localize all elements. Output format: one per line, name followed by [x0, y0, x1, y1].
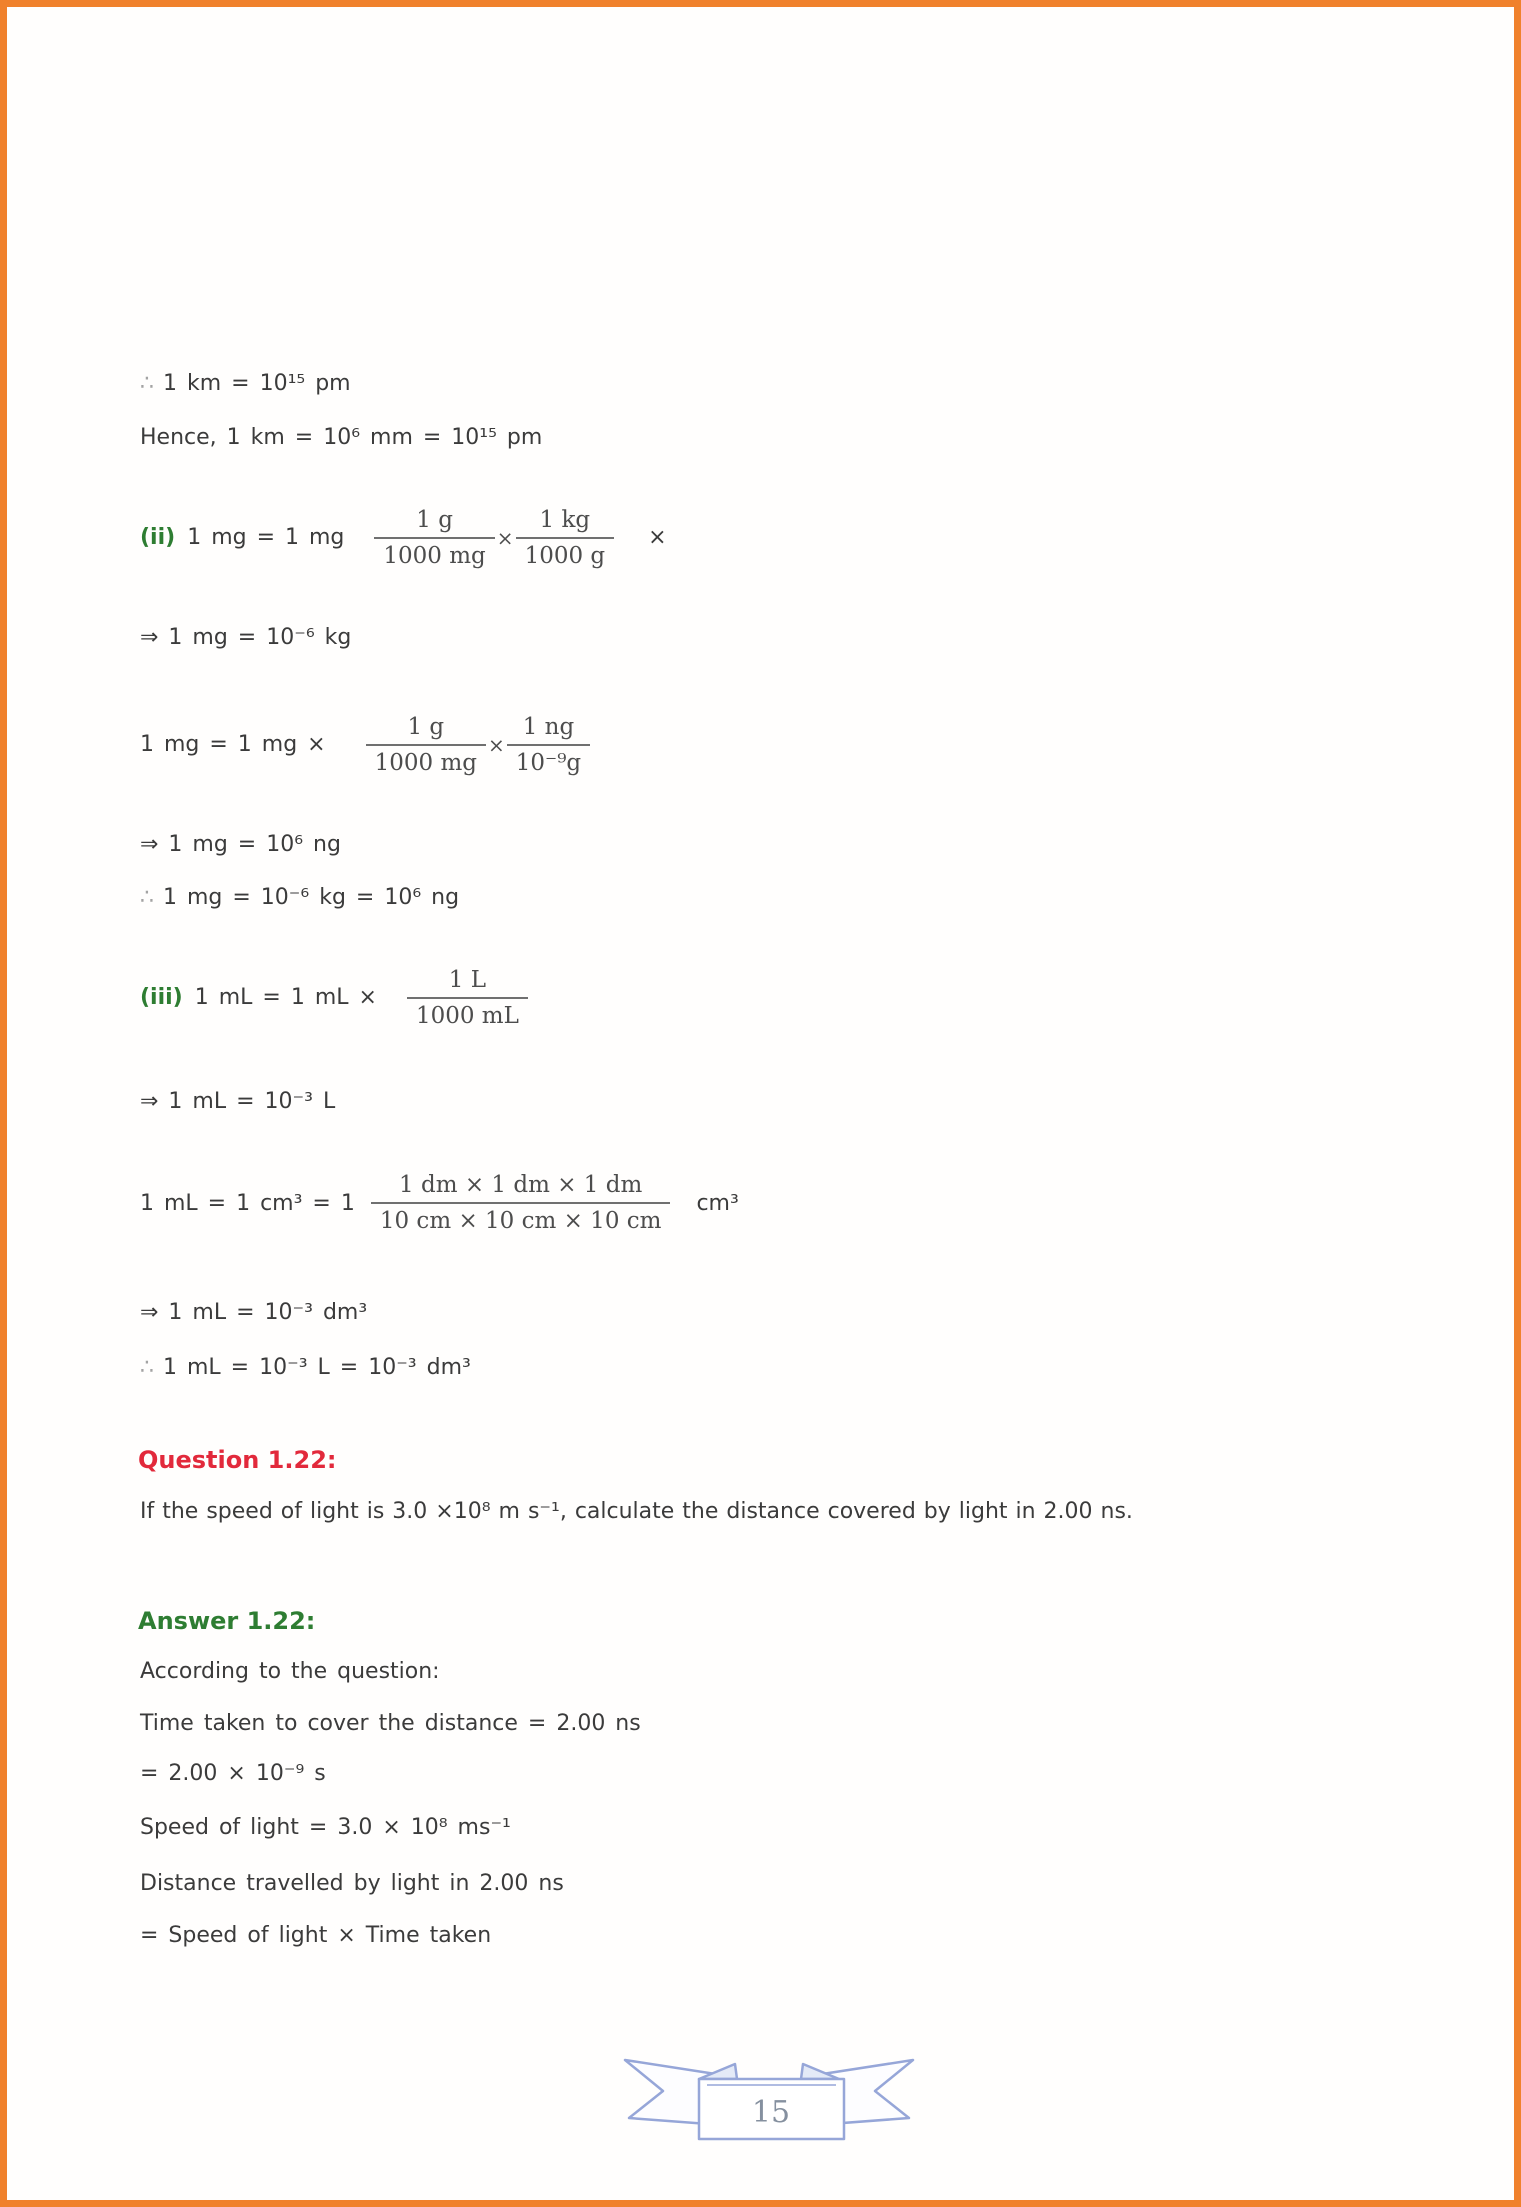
page-number: 15: [751, 2095, 791, 2130]
equation-suffix-cm3: cm³: [696, 1190, 739, 1216]
ribbon-banner-icon: [615, 2052, 923, 2152]
answer-line: = 2.00 × 10⁻⁹ s: [140, 1761, 326, 1786]
line-mg-ng: ⇒ 1 mg = 10⁶ ng: [140, 832, 341, 857]
answer-line: According to the question:: [140, 1659, 440, 1684]
answer-line: Speed of light = 3.0 × 10⁸ ms⁻¹: [140, 1815, 511, 1840]
fraction-g-per-mg: $\frac{1 g}{1000 mg}$: [374, 506, 494, 570]
answer-line: Time taken to cover the distance = 2.00 ns: [140, 1711, 641, 1736]
question-text: If the speed of light is 3.0 ×10⁸ m s⁻¹, calculate the distance covered by light in 2.00 ns.: [140, 1499, 1133, 1524]
fraction-l-per-ml: $\frac{1 L}{1000 mL}$: [407, 966, 528, 1030]
fraction-g-per-mg: $\frac{1 g}{1000 mg}$: [366, 713, 486, 777]
question-heading: Question 1.22:: [138, 1446, 337, 1474]
fraction-dm-per-cm: $\frac{1 dm \times 1 dm \times 1 dm}{10 cm \times 10 cm \times 10 cm}$: [371, 1171, 671, 1235]
therefore-symbol: ∴: [140, 371, 154, 396]
multiply-sign: ×: [488, 732, 505, 757]
equation-ii: [140, 485, 667, 590]
therefore-symbol: ∴: [140, 885, 154, 910]
fraction-kg-per-g: $\frac{1 kg}{1000 g}$: [516, 506, 615, 570]
equation-trailing-times: ×: [648, 525, 667, 550]
line-ml-both: [140, 1353, 471, 1383]
equation-mg-ng: [140, 692, 590, 797]
item-label-iii: (iii): [140, 985, 183, 1010]
equation-iii: [140, 945, 528, 1050]
equation-ml-cm3: [140, 1149, 739, 1257]
line-mg-both: [140, 883, 459, 913]
line-text: 1 km = 10¹⁵ pm: [163, 371, 351, 396]
line-hence: Hence, 1 km = 10⁶ mm = 10¹⁵ pm: [140, 425, 543, 450]
equation-lead: 1 mL = 1 cm³ = 1: [140, 1190, 355, 1216]
page-number-ribbon: [615, 2052, 923, 2156]
answer-heading: Answer 1.22:: [138, 1607, 316, 1635]
line-text: 1 mg = 10⁻⁶ kg = 10⁶ ng: [163, 885, 460, 910]
equation-lead: 1 mg = 1 mg: [187, 525, 345, 550]
line-km-pm: [140, 369, 351, 399]
line-ml-l: ⇒ 1 mL = 10⁻³ L: [140, 1089, 336, 1114]
fraction-ng-per-g: $\frac{1 ng}{\text{10⁻⁹g}}$: [507, 713, 590, 777]
therefore-symbol: ∴: [140, 1355, 154, 1380]
equation-lead: 1 mg = 1 mg ×: [140, 732, 326, 757]
line-ml-dm: ⇒ 1 mL = 10⁻³ dm³: [140, 1300, 368, 1325]
item-label-ii: (ii): [140, 525, 176, 550]
answer-line: Distance travelled by light in 2.00 ns: [140, 1871, 564, 1896]
answer-line: = Speed of light × Time taken: [140, 1923, 492, 1948]
multiply-sign: ×: [496, 525, 514, 550]
line-text: 1 mL = 10⁻³ L = 10⁻³ dm³: [163, 1355, 471, 1380]
line-mg-kg: ⇒ 1 mg = 10⁻⁶ kg: [140, 625, 352, 650]
equation-lead: 1 mL = 1 mL ×: [194, 985, 377, 1010]
